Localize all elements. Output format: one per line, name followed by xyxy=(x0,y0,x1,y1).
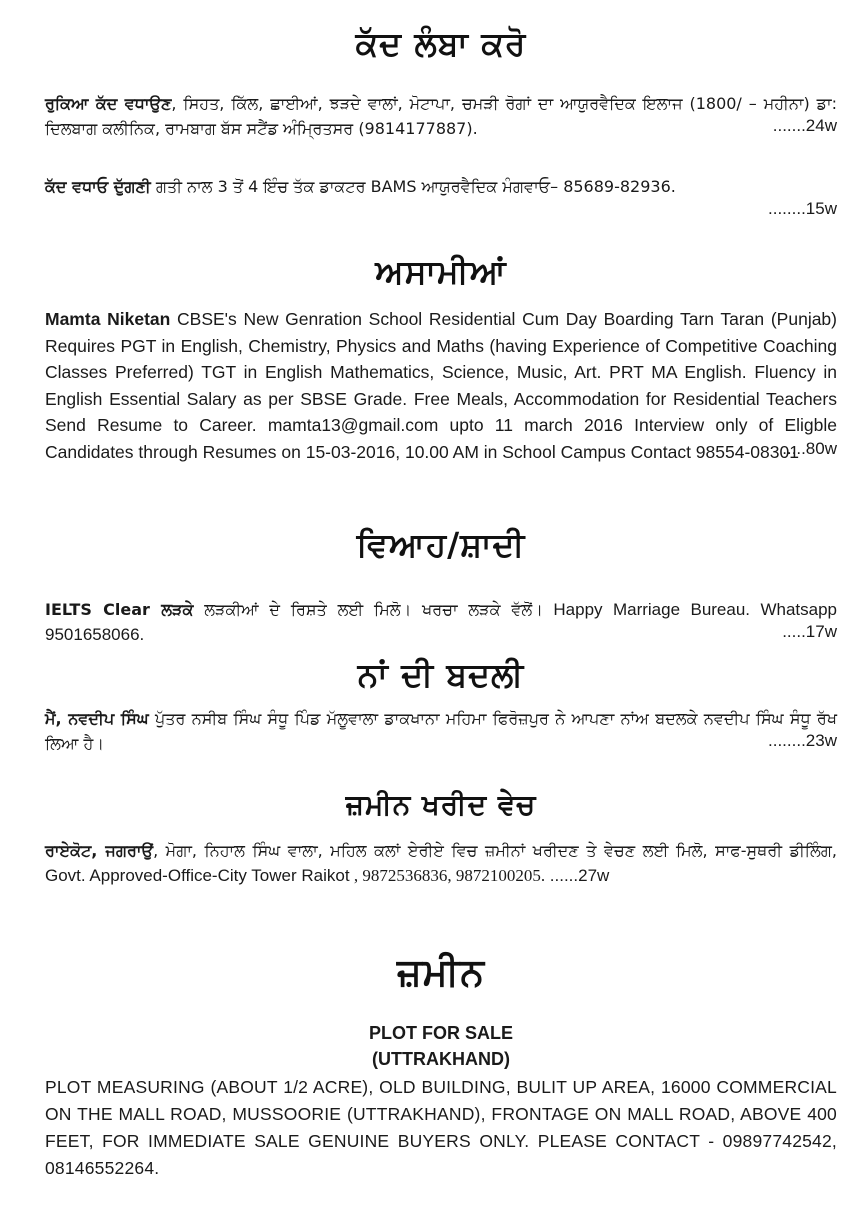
ad-phones: , 9872536836, 9872100205. xyxy=(349,866,546,885)
ad-price: ........23w xyxy=(768,731,837,750)
plot-sale-body: PLOT MEASURING (ABOUT 1/2 ACRE), OLD BUILDING, BULIT UP AREA, 16000 COMMERCIAL ON THE MALL ROAD, MUSSOORIE (UTTRAKHAND), FRONTAGE ON MALL ROAD, ABOVE 400 FEET, FOR IMMEDIATE SALE GENUINE BUYERS ONLY. PLEASE CONTACT - 09897742542, 08146552264. xyxy=(45,1077,837,1178)
ad-price: .......24w xyxy=(772,116,837,135)
ad-price: .....80w xyxy=(782,439,837,458)
plot-location-subtitle: (UTTRAKHAND) xyxy=(372,1049,510,1069)
ad-body-punjabi: ਲੜਕੀਆਂ ਦੇ ਰਿਸ਼ਤੇ ਲਈ ਮਿਲੋ। ਖਰਚਾ ਲੜਕੇ ਵੱਲੋਂ। xyxy=(193,600,543,619)
ad-price: ........15w xyxy=(768,199,837,218)
plot-for-sale-title: PLOT FOR SALE xyxy=(369,1023,513,1043)
ad-price: ......27w xyxy=(545,866,610,885)
ad-height-increase-doctor xyxy=(45,174,837,219)
ad-body: CBSE's New Genration School Residential Cum Day Boarding Tarn Taran (Punjab) Requires PGT in English, Chemistry, Physics and Maths (having Experience of Competitive Coaching Classes Preferred) TGT in English Mathematics, Science, Music, Art. PRT MA English. Fluency in English Essential Salary as per SBSE Grade. Free Meals, Accommodation for Residential Teachers Send Resume to Career. mamta13@gmail.com upto 11 march 2016 Interview only of Eligble Candidates through Resumes on 15-03-2016, 10.00 AM in School Campus Contact 98554-08301 xyxy=(45,309,837,462)
ad-lead: ਮੈਂ, ਨਵਦੀਪ ਸਿੰਘ xyxy=(45,709,149,728)
section-heading-marriage: ਵਿਆਹ/ਸ਼ਾਦੀ xyxy=(356,525,526,564)
section-heading-height: ਕੱਦ ਲੰਬਾ ਕਰੋ xyxy=(355,24,527,63)
ad-body-punjabi: , ਮੋਗਾ, ਨਿਹਾਲ ਸਿੰਘ ਵਾਲਾ, ਮਹਿਲ ਕਲਾਂ ਏਰੀਏ ਵਿਚ ਜ਼ਮੀਨਾਂ ਖਰੀਦਣ ਤੇ ਵੇਚਣ ਲਈ ਮਿਲੋ, ਸਾਫ-ਸੁਥਰੀ ਡੀਲਿੰਗ, xyxy=(153,841,837,860)
ad-body-english: Govt. Approved-Office-City Tower Raikot xyxy=(45,866,350,885)
section-heading-land: ਜ਼ਮੀਨ xyxy=(397,950,485,994)
ad-land-trade-raikot xyxy=(45,838,837,888)
section-heading-vacancies: ਅਸਾਮੀਆਂ xyxy=(375,252,507,291)
ad-body-english: Happy Marriage Bureau. Whatsapp 9501658066. xyxy=(45,600,838,644)
ad-body: , ਸਿਹਤ, ਕਿੱਲ, ਛਾਈਆਂ, ਝੜਦੇ ਵਾਲਾਂ, ਮੋਟਾਪਾ, ਚਮੜੀ ਰੋਗਾਂ ਦਾ ਆਯੁਰਵੈਦਿਕ ਇਲਾਜ (1800/ – ਮਹੀਨਾ) ਡਾ: ਦਿਲਬਾਗ ਕਲੀਨਿਕ, ਰਾਮਬਾਗ ਬੱਸ ਸਟੈਂਡ ਅੰਮ੍ਰਿਤਸਰ (9814177887). xyxy=(45,94,837,138)
ad-lead: Mamta Niketan xyxy=(45,309,171,329)
ad-price: .....17w xyxy=(782,622,837,641)
ad-lead: ਰੁਕਿਆ ਕੱਦ ਵਧਾਉਣ xyxy=(45,94,172,113)
ad-lead: ਕੱਦ ਵਧਾਓ ਦੁੱਗਣੀ xyxy=(45,177,151,196)
ad-name-change xyxy=(45,706,837,751)
ad-lead: ਰਾਏਕੋਟ, ਜਗਰਾਉਂ xyxy=(45,841,154,860)
ad-body: ਪੁੱਤਰ ਨਸੀਬ ਸਿੰਘ ਸੰਧੂ ਪਿੰਡ ਮੱਲੂਵਾਲਾ ਡਾਕਖਾਨਾ ਮਹਿਮਾ ਫਿਰੋਜ਼ਪੁਰ ਨੇ ਆਪਣਾ ਨਾਂਅ ਬਦਲਕੇ ਨਵਦੀਪ ਸਿੰਘ ਸੰਧੂ ਰੱਖ ਲਿਆ ਹੈ। xyxy=(45,709,838,753)
ad-marriage-bureau xyxy=(45,597,837,642)
ad-mamta-niketan xyxy=(45,306,837,462)
ad-body: ਗਤੀ ਨਾਲ 3 ਤੋਂ 4 ਇੰਚ ਤੱਕ ਡਾਕਟਰ BAMS ਆਯੁਰਵੈਦਿਕ ਮੰਗਵਾਓ– 85689-82936. xyxy=(150,177,676,196)
ad-height-increase-clinic xyxy=(45,91,837,136)
ad-lead: IELTS Clear ਲੜਕੇ xyxy=(45,600,194,619)
section-heading-name-change: ਨਾਂ ਦੀ ਬਦਲੀ xyxy=(357,655,525,694)
section-heading-land-trade: ਜ਼ਮੀਨ ਖਰੀਦ ਵੇਚ xyxy=(345,788,537,821)
